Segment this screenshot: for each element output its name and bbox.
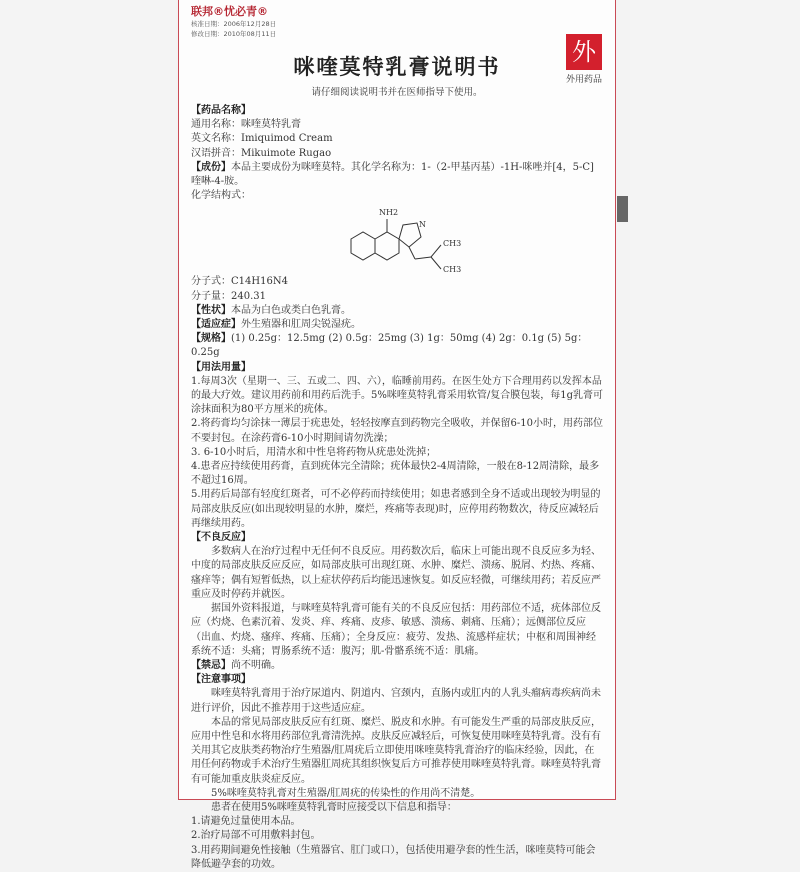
precautions-paragraph: 本品的常见局部皮肤反应有红斑、糜烂、脱皮和水肿。有可能发生严重的局部皮肤反应，应用中性皂和水将用药部位乳膏清洗掉。皮肤反应减轻后，可恢复使用咪喹莫特乳膏。没有有关用其它皮肤类药物治疗生殖器/肛周疣后立即使用咪喹莫特乳膏治疗的临床经验，因此，在用任何药物或手术治疗生殖器肛周疣其组织恢复后方可推荐使用咪喹莫特乳膏。咪喹莫特乳膏有可能加重皮肤炎症反应。 [191,716,601,785]
section-heading-precautions: 【注意事项】 [191,674,251,686]
document-title: 咪喹莫特乳膏说明书 [293,55,501,79]
indications-text: 外生殖器和肛周尖锐湿疣。 [241,319,361,331]
precautions-item: 2.治疗局部不可用敷料封包。 [191,830,321,842]
methyl-label-bottom: CH3 [443,265,462,275]
dosage-item: 4.患者应持续使用药膏，直到疣体完全清除；疣体最快2-4周清除，一般在8-12周清除，最多不超过16周。 [191,461,600,487]
properties-text: 本品为白色或类白色乳膏。 [231,304,351,316]
section-heading-drug-name: 【药品名称】 [191,105,251,116]
dosage-item: 5.用药后局部有轻度红斑者，可不必停药而持续使用；如患者感到全身不适或出现较为明显的局部皮肤反应(如出现较明显的水肿，糜烂，疼痛等表现)时，应停用药物数次，待反应减轻后再继续用药。 [191,489,601,529]
document-subtitle: 请仔细阅读说明书并在医师指导下使用。 [311,87,483,98]
chemical-structure [191,203,603,275]
external-use-mark: 外 [566,34,602,70]
leaflet-body [191,104,603,872]
generic-name: 通用名称：咪喹莫特乳膏 [191,119,301,131]
precautions-paragraph: 咪喹莫特乳膏用于治疗尿道内、阴道内、宫颈内，直肠内或肛内的人乳头瘤病毒疾病尚未进行评价，因此不推荐用于这些适应症。 [191,688,601,714]
section-heading-specs: 【规格】 [191,333,231,345]
brand-name: 联邦®忧必青® [191,5,268,18]
background-left [0,0,176,800]
external-use-badge [563,34,605,85]
section-heading-adverse: 【不良反应】 [191,532,251,544]
external-use-label: 外用药品 [565,75,602,85]
english-name: 英文名称：Imiquimod Cream [191,133,333,145]
leaflet-sheet [178,0,616,870]
chemical-structure-diagram [341,199,481,279]
methyl-label-top: CH3 [443,239,462,249]
properties-paragraph [191,304,603,318]
dosage-item: 2.将药膏均匀涂抹一薄层于疣患处，轻轻按摩直到药物完全吸收，并保留6-10小时，用药部位不要封包。在涂药膏6-10小时期间请勿洗澡； [191,418,604,444]
edge-tab [617,196,628,222]
indications-paragraph [191,318,603,332]
precautions-item: 3.用药期间避免性接触（生殖器官、肛门或口），包括使用避孕套的性生活，咪喹莫特可能会降低避孕套的功效。 [191,844,596,870]
composition-text: 本品主要成份为咪喹莫特。其化学名称为：1-（2-甲基丙基）-1H-咪唑并[4，5-C]喹啉-4-胺。 [191,161,594,188]
precautions-item: 1.请避免过量使用本品。 [191,816,301,828]
revision-date: 修改日期：2010年08月11日 [191,30,277,38]
precautions-paragraph: 5%咪喹莫特乳膏对生殖器/肛周疣的传染性的作用尚不清楚。 [211,787,481,799]
molecular-formula: 分子式：C14H16N4 [191,276,288,288]
background-right [630,0,800,800]
section-heading-contraindications: 【禁忌】 [191,659,231,671]
molecular-weight: 分子量：240.31 [191,290,266,302]
section-heading-dosage: 【用法用量】 [191,361,251,373]
dosage-item: 3. 6-10小时后，用清水和中性皂将药物从疣患处洗掉； [191,446,437,458]
nitrogen-label: N [419,220,426,230]
section-heading-composition: 【成份】 [191,161,231,173]
amine-label: NH2 [379,208,399,218]
section-heading-indications: 【适应症】 [191,319,241,331]
section-heading-properties: 【性状】 [191,304,231,316]
pinyin-name: 汉语拼音：Mikuimote Rugao [191,147,332,159]
structure-label: 化学结构式： [191,190,251,202]
precautions-paragraph: 患者在使用5%咪喹莫特乳膏时应接受以下信息和指导： [211,801,457,813]
approval-date: 核准日期：2006年12月28日 [191,20,277,28]
contraindications-paragraph [191,659,603,673]
specs-paragraph [191,332,603,360]
specs-text: (1) 0.25g：12.5mg (2) 0.5g：25mg (3) 1g：50mg (4) 2g：0.1g (5) 5g：0.25g [191,333,588,359]
adverse-paragraph: 据国外资料报道，与咪喹莫特乳膏可能有关的不良反应包括：用药部位不适，疣体部位反应（灼烧、色素沉着、发炎、痒、疼痛、皮疹、敏感、溃疡、刺痛、压痛）；远侧部位反应（出血、灼烧、瘙痒、疼痛、压痛）；全身反应：疲劳、发热、流感样症状；中枢和周围神经系统不适：头痛；胃肠系统不适：腹泻；肌-骨骼系统不适：肌痛。 [191,603,601,657]
composition-paragraph [191,161,603,189]
contraindications-text: 尚不明确。 [231,659,281,671]
adverse-paragraph: 多数病人在治疗过程中无任何不良反应。用药数次后，临床上可能出现不良反应多为轻、中度的局部皮肤反应反应，如局部皮肤可出现红斑、水肿、糜烂、溃疡、脱屑、灼热、疼痛、瘙痒等；偶有短暂低热，以上症状停药后均能迅速恢复。如反应轻微，可继续用药；若反应严重应及时停药并就医。 [191,546,601,600]
dosage-item: 1.每周3次（星期一、三、五或二、四、六），临睡前用药。在医生处方下合理用药以发挥本品的最大疗效。建议用药前和用药后洗手。5%咪喹莫特乳膏采用软管/复合膜包装，每1g乳膏可涂抹面积为80平方厘米的疣体。 [191,375,603,416]
